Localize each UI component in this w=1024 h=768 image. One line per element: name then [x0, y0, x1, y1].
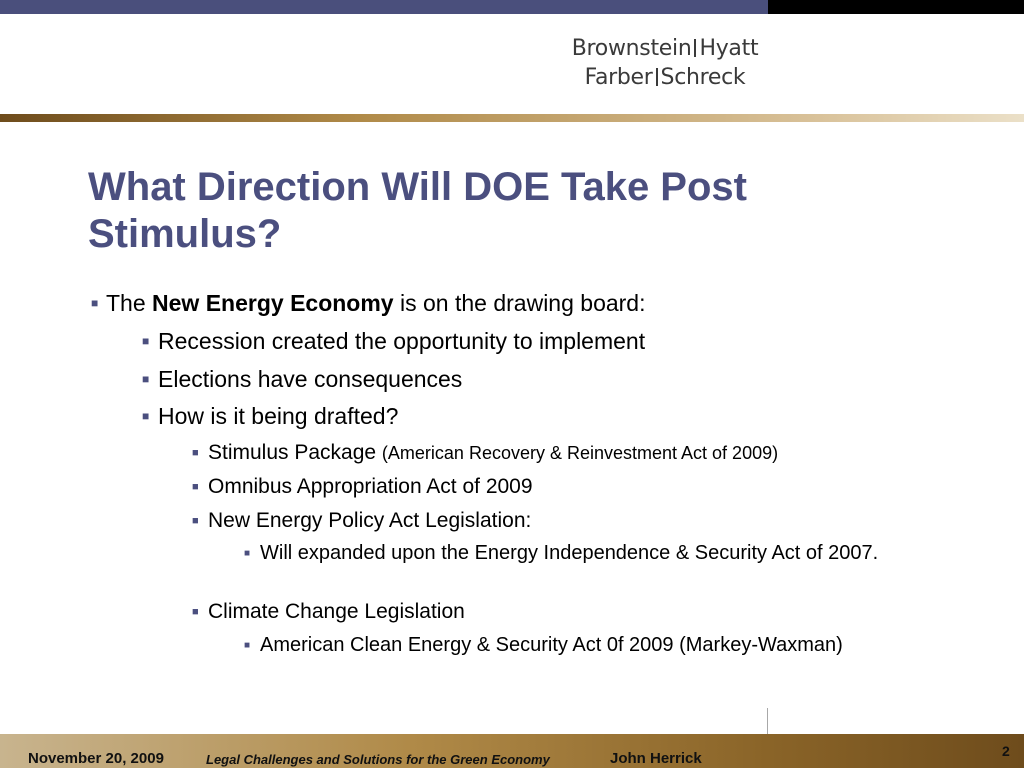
footer-bar: [0, 734, 1024, 768]
bullet-square-icon: ■: [142, 409, 150, 423]
bullet-level-2: [142, 366, 463, 393]
bullet-level-2: [142, 328, 646, 355]
logo-word: Schreck: [660, 65, 746, 90]
bullet-text: American Clean Energy & Security Act 0f 2009 (Markey-Waxman): [260, 634, 843, 656]
bullet-text: [106, 290, 646, 317]
bullet-level-3: [192, 599, 465, 625]
logo-word: Farber: [584, 65, 653, 90]
bullet-level-4: [244, 541, 940, 566]
page-number: 2: [1002, 743, 1010, 759]
bullet-square-icon: ■: [192, 447, 199, 459]
header-divider-band: [0, 114, 1024, 122]
footer-date: November 20, 2009: [28, 750, 164, 767]
firm-logo: [560, 34, 770, 92]
bullet-square-icon: ■: [192, 481, 199, 493]
footer-presentation-title: Legal Challenges and Solutions for the Green Economy: [206, 752, 550, 767]
bullet-square-icon: ■: [142, 372, 150, 386]
bullet-text: Elections have consequences: [158, 366, 463, 392]
bullet-text: Recession created the opportunity to implement: [158, 328, 646, 354]
footer-author: John Herrick: [610, 750, 702, 767]
top-bar-accent: [768, 0, 1024, 14]
logo-line-2: [560, 63, 770, 92]
slide-title: What Direction Will DOE Take Post Stimulus?: [88, 165, 747, 256]
bullet-text-part: Stimulus Package: [208, 441, 382, 464]
bullet-square-icon: ■: [91, 296, 99, 310]
bullet-text: New Energy Policy Act Legislation:: [208, 509, 532, 532]
bullet-text: How is it being drafted?: [158, 403, 399, 429]
logo-word: Brownstein: [571, 36, 692, 61]
bullet-text-part: The: [106, 290, 153, 316]
logo-separator: [694, 39, 696, 57]
bullet-text: Omnibus Appropriation Act of 2009: [208, 475, 533, 498]
bullet-emphasis: New Energy Economy: [152, 290, 394, 316]
bullet-level-4: [244, 633, 880, 658]
bullet-square-icon: ■: [244, 548, 251, 559]
bullet-level-3: [192, 440, 779, 466]
bullet-level-2: [142, 403, 399, 430]
bullet-level-3: [192, 508, 532, 534]
bullet-note: (American Recovery & Reinvestment Act of 2009): [381, 443, 779, 463]
bullet-square-icon: ■: [192, 515, 199, 527]
bullet-square-icon: ■: [244, 640, 251, 651]
logo-line-1: [560, 34, 770, 63]
logo-word: Hyatt: [699, 36, 759, 61]
bullet-square-icon: ■: [142, 334, 150, 348]
logo-separator: [656, 68, 658, 86]
bullet-level-1: [91, 290, 646, 317]
bullet-square-icon: ■: [192, 606, 199, 618]
bullet-text: Will expanded upon the Energy Independence & Security Act of 2007.: [260, 542, 879, 564]
bullet-level-3: [192, 474, 533, 500]
bullet-text: [208, 440, 778, 466]
bullet-text-part: is on the drawing board:: [393, 290, 646, 316]
bullet-text: Climate Change Legislation: [208, 600, 465, 623]
